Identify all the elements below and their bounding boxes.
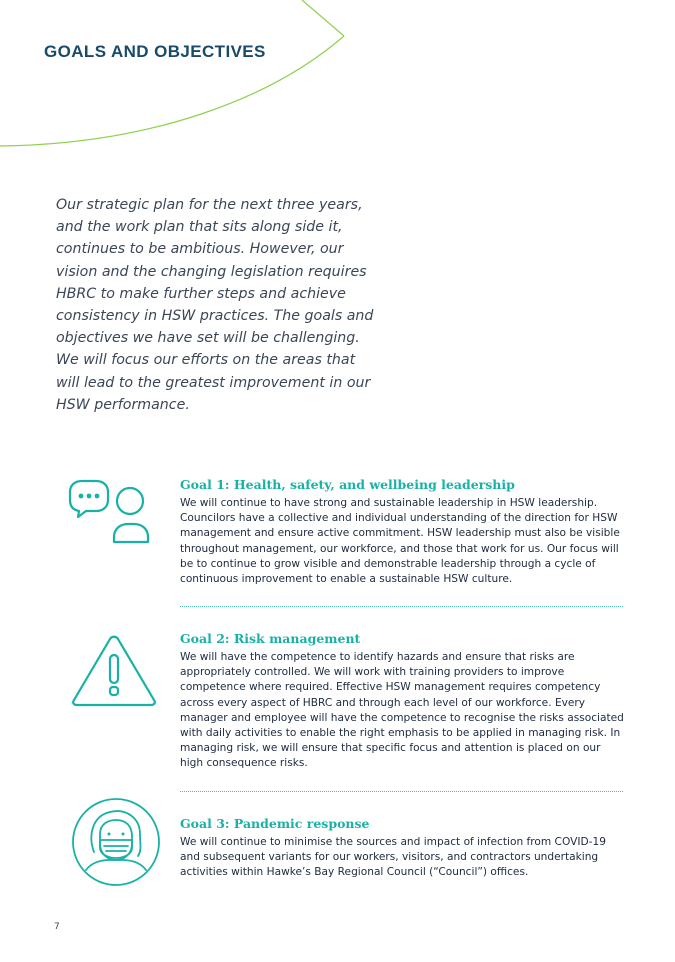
- warning-triangle-icon: [70, 634, 158, 708]
- decorative-curve: [0, 0, 675, 160]
- section-divider: [180, 791, 623, 792]
- goal-3-title: Goal 3: Pandemic response: [180, 816, 370, 831]
- masked-person-icon: [70, 796, 162, 888]
- page-title: GOALS AND OBJECTIVES: [44, 42, 266, 61]
- intro-paragraph: Our strategic plan for the next three years, and the work plan that sits along side it, continues to be ambitious. However, our vision and the changing legislation requires HBRC to make further steps and achieve consistency in HSW practices. The goals and objectives we have set will be challenging. We will focus our efforts on the areas that will lead to the greatest improvement in our HSW performance.: [56, 197, 374, 413]
- goal-1-body: We will continue to have strong and sustainable leadership in HSW leadership. Councilors have a collective and individual understanding of the direction for HSW management and ensure active commitment. HSW leadership must also be visible throughout management, our workforce, and those that work for us. Our focus will be to continue to grow visible and demonstrable leadership through a cycle of continuous improvement to enable a sustainable HSW culture.: [180, 497, 620, 586]
- section-divider: [180, 606, 623, 607]
- goal-2-title: Goal 2: Risk management: [180, 631, 361, 646]
- page-number: 7: [54, 922, 60, 932]
- leadership-chat-person-icon: [66, 478, 166, 550]
- goal-3-body: We will continue to minimise the sources and impact of infection from COVID-19 and subsequent variants for our workers, visitors, and contractors undertaking activities within Hawke’s Bay Regional Council (“Council”) offices.: [180, 836, 606, 879]
- goal-2-body: We will have the competence to identify hazards and ensure that risks are appropriately controlled. We will work with training providers to improve competence where required. Effective HSW management requires competency across every aspect of HBRC and through each level of our workforce. Every manager and employee will have the competence to recognise the risks associated with daily activities to enable the right emphasis to be applied in managing risk. In managing risk, we will ensure that specific focus and attention is placed on our high consequence risks.: [180, 651, 624, 770]
- goal-1-title: Goal 1: Health, safety, and wellbeing leadership: [180, 477, 515, 492]
